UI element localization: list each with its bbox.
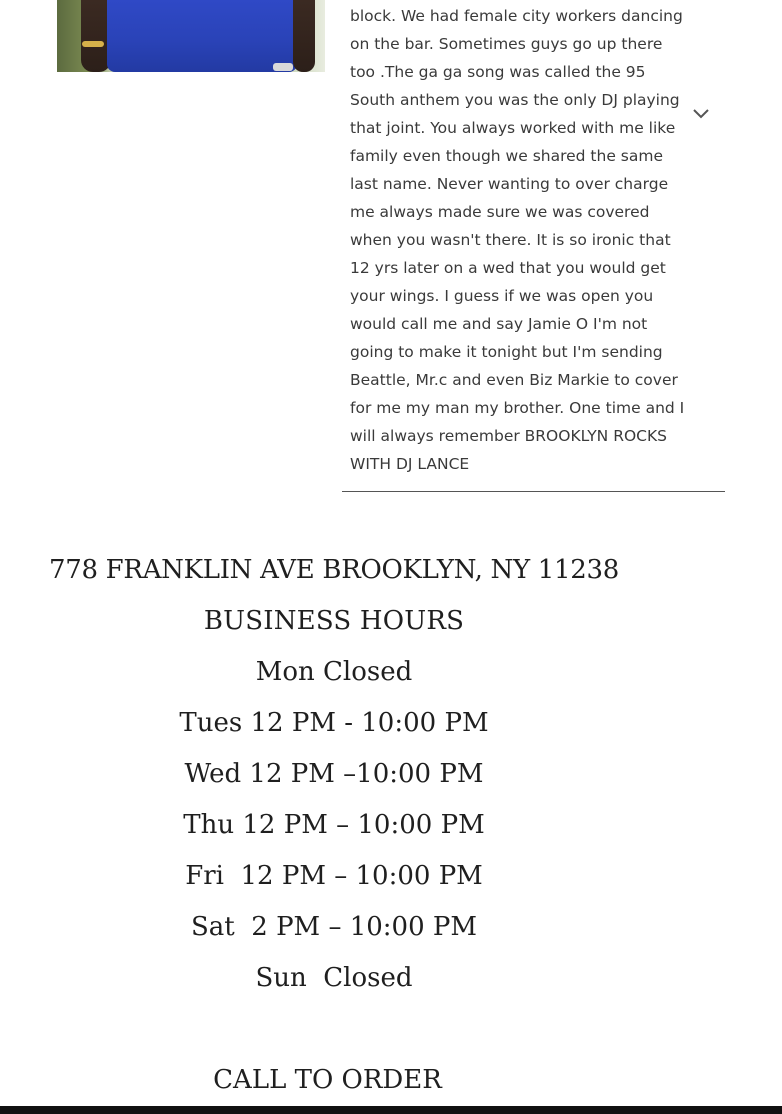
profile-photo: [57, 0, 325, 72]
tribute-line: last name. Never wanting to over charge: [350, 175, 669, 193]
hours-tuesday: Tues 12 PM - 10:00 PM: [179, 708, 489, 738]
tribute-line: WITH DJ LANCE: [350, 455, 470, 473]
tribute-line: Beattle, Mr.c and even Biz Markie to cover: [350, 371, 678, 389]
tribute-line: on the bar. Sometimes guys go up there: [350, 35, 663, 53]
tribute-line: block. We had female city workers dancing: [350, 7, 683, 25]
hours-thursday: Thu 12 PM – 10:00 PM: [183, 810, 485, 840]
tribute-line: when you wasn't there. It is so ironic that: [350, 231, 671, 249]
tribute-text: [350, 2, 685, 478]
tribute-line: 12 yrs later on a wed that you would get: [350, 259, 666, 277]
hours-friday: Fri 12 PM – 10:00 PM: [185, 861, 483, 891]
tribute-line: family even though we shared the same: [350, 147, 664, 165]
hours-monday: Mon Closed: [255, 657, 413, 687]
tribute-line: going to make it tonight but I'm sending: [350, 343, 663, 361]
tribute-line: me always made sure we was covered: [350, 203, 650, 221]
tribute-line: too .The ga ga song was called the 95: [350, 63, 646, 81]
photo-shirt: [107, 0, 297, 72]
tribute-line: will always remember BROOKLYN ROCKS: [350, 427, 667, 445]
business-info: [0, 548, 668, 1000]
tribute-line: your wings. I guess if we was open you: [350, 287, 654, 305]
tribute-line: would call me and say Jamie O I'm not: [350, 315, 648, 333]
tribute-line: for me my man my brother. One time and I: [350, 399, 685, 417]
hours-saturday: Sat 2 PM – 10:00 PM: [190, 912, 478, 942]
section-divider: [342, 491, 725, 492]
chevron-down-icon[interactable]: [691, 106, 711, 122]
hours-wednesday: Wed 12 PM –10:00 PM: [184, 759, 484, 789]
photo-watch: [273, 63, 293, 71]
hours-sunday: Sun Closed: [255, 963, 413, 993]
photo-bracelet: [82, 41, 104, 47]
footer-bar: [0, 1106, 782, 1114]
tribute-line: that joint. You always worked with me like: [350, 119, 676, 137]
call-to-order-heading: CALL TO ORDER: [213, 1065, 442, 1095]
business-address: 778 FRANKLIN AVE BROOKLYN, NY 11238: [48, 555, 620, 585]
business-hours-title: BUSINESS HOURS: [203, 606, 465, 636]
photo-arm-right: [293, 0, 315, 72]
tribute-line: South anthem you was the only DJ playing: [350, 91, 680, 109]
